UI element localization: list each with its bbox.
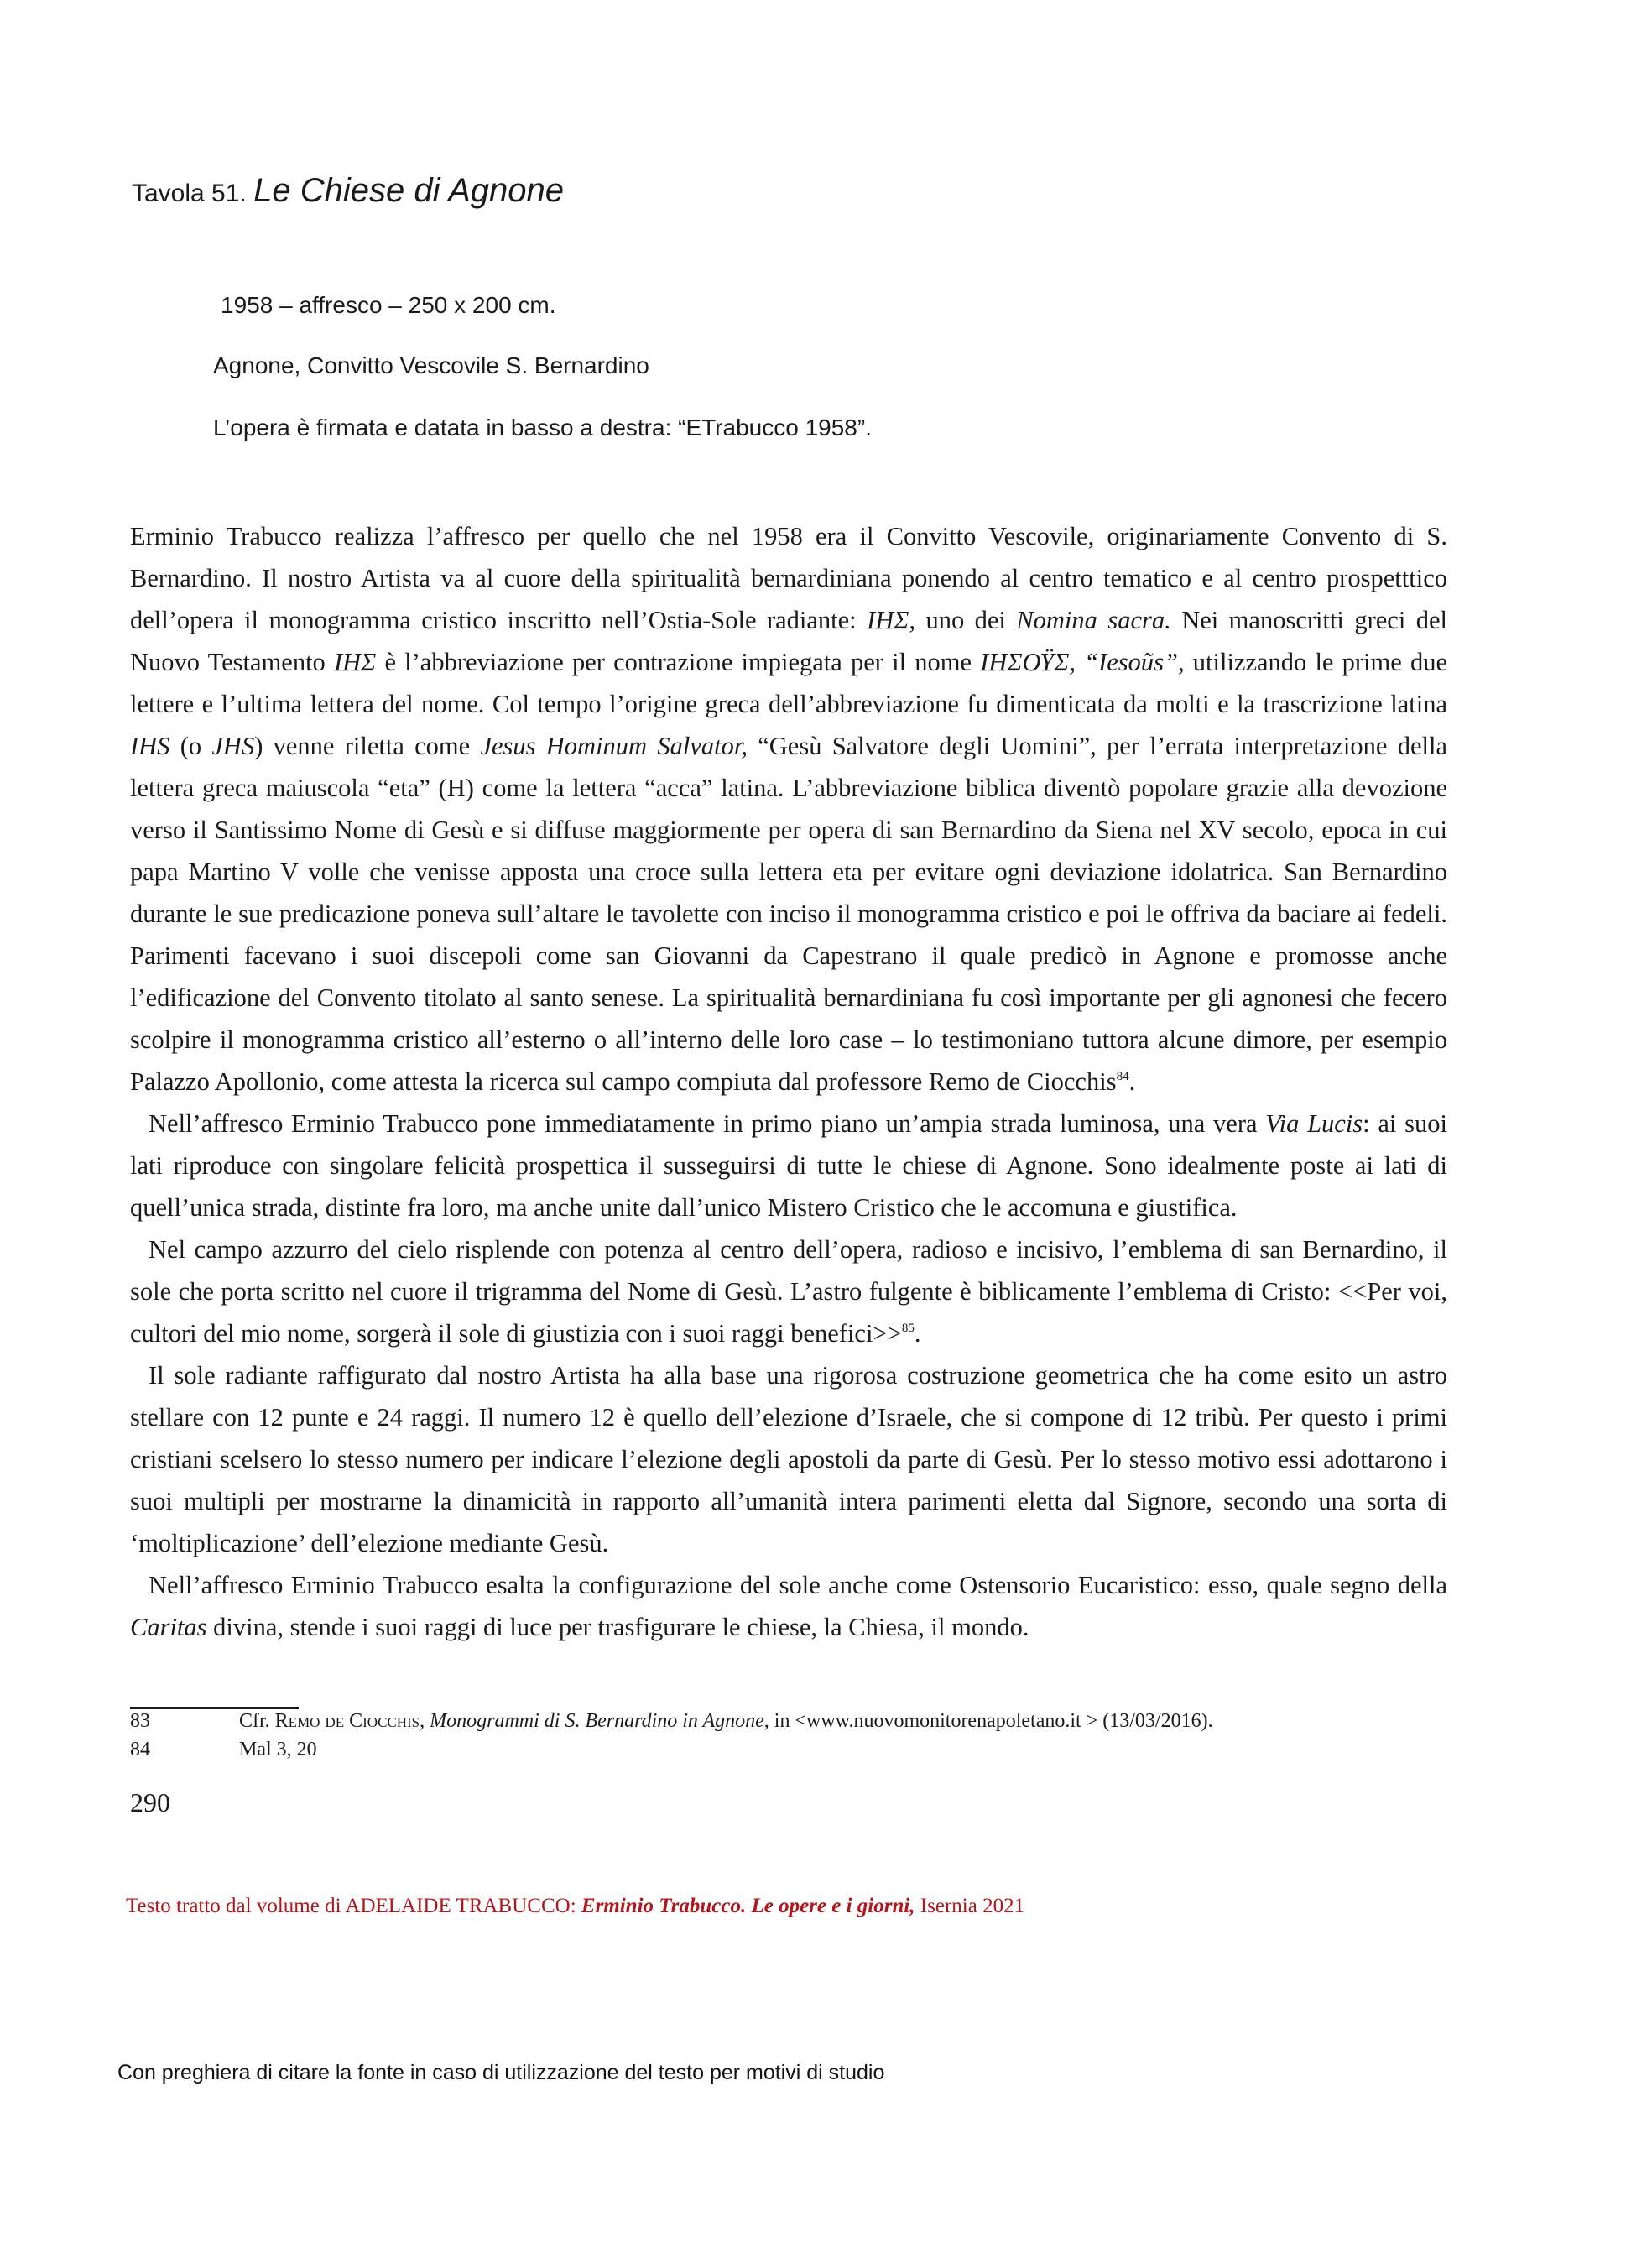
text: uno dei	[915, 606, 1017, 634]
text: “Gesù Salvatore degli Uomini”, per l’errata interpretazione della lettera greca maiuscola “eta” (H) come la lettera “acca” latina. L’abbreviazione biblica diventò popolare grazie alla devozione verso il Santissimo Nome di Gesù e si diffuse maggiormente per opera di san Bernardino da Siena nel XV secolo, epoca in cui papa Martino V volle che venisse apposta una croce sulla lettera eta per evitare ogni deviazione idolatrica. San Bernardino durante le sue predicazione poneva sull’altare le tavolette con inciso il monogramma cristico e poi le offriva da baciare ai fedeli. Parimenti facevano i suoi discepoli come san Giovanni da Capestrano il quale predicò in Agnone e promosse anche l’edificazione del Convento titolato al santo senese. La spiritualità bernardiniana fu così importante per gli agnonesi che fecero scolpire il monogramma cristico all’esterno o all’interno delle loro case – lo testimoniano tuttora alcune dimore, per esempio Palazzo Apollonio, come attesta la ricerca sul campo compiuta dal professore Remo de Ciocchis	[130, 732, 1447, 1096]
text: ) venne riletta come	[254, 732, 481, 760]
greek-term: ΙΗΣ	[333, 648, 377, 676]
text: Cfr.	[239, 1710, 275, 1732]
paragraph-1	[130, 515, 1447, 1103]
text: è l’abbreviazione per contrazione impiegata per il nome	[376, 648, 981, 676]
footnote-ref: 85	[901, 1322, 915, 1335]
artwork-title: Le Chiese di Agnone	[253, 172, 564, 209]
paragraph-5	[130, 1564, 1447, 1648]
latin-term: Via Lucis	[1265, 1109, 1363, 1138]
text: .	[914, 1319, 921, 1348]
text: Nell’affresco Erminio Trabucco pone immediatamente in primo piano un’ampia strada luminosa, una vera	[149, 1109, 1266, 1138]
text: (o	[169, 732, 212, 760]
footnote-84	[130, 1739, 317, 1761]
artwork-signature-note: L’opera è firmata e datata in basso a destra: “ETrabucco 1958”.	[213, 415, 872, 441]
text: Nell’affresco Erminio Trabucco esalta la configurazione del sole anche come Ostensorio Eucaristico: esso, quale segno della	[149, 1571, 1447, 1599]
latin-term: Caritas	[130, 1613, 207, 1641]
latin-term: Jesus Hominum Salvator,	[480, 732, 748, 760]
source-credit	[126, 1895, 1024, 1918]
latin-term: Nomina sacra.	[1016, 606, 1171, 634]
text: ,	[420, 1710, 430, 1732]
paragraph-4: Il sole radiante raffigurato dal nostro Artista ha alla base una rigorosa costruzione geometrica che ha come esito un astro stellare con 12 punte e 24 raggi. Il numero 12 è quello dell’elezione d’Israele, che si compone di 12 tribù. Per questo i primi cristiani scelsero lo stesso numero per indicare l’elezione degli apostoli da parte di Gesù. Per lo stesso motivo essi adottarono i suoi multipli per mostrarne la dinamicità in rapporto all’umanità intera parimenti eletta dal Signore, secondo una sorta di ‘moltiplicazione’ dell’elezione mediante Gesù.	[130, 1361, 1447, 1557]
text: Nei manoscritti greci del Nuovo Testamento	[130, 606, 1447, 676]
paragraph-2	[130, 1103, 1447, 1228]
page-number: 290	[130, 1787, 170, 1818]
greek-term: ΙΗΣ,	[867, 606, 916, 634]
text: Nel campo azzurro del cielo risplende con potenza al centro dell’opera, radioso e incisivo, l’emblema di san Bernardino, il sole che porta scritto nel cuore il trigramma del Nome di Gesù. L’astro fulgente è biblicamente l’emblema di Cristo: <<Per voi, cultori del mio nome, sorgerà il sole di giustizia con i suoi raggi benefici>>	[130, 1235, 1447, 1348]
plate-title	[132, 172, 564, 210]
paragraph-3	[130, 1228, 1447, 1354]
latin-term: IHS	[130, 732, 170, 760]
artwork-date-technique: 1958 – affresco – 250 x 200 cm.	[221, 292, 556, 318]
book-title: Erminio Trabucco. Le opere e i giorni,	[581, 1895, 915, 1917]
plate-number: Tavola 51.	[132, 180, 254, 207]
footnote-number: 84	[130, 1739, 150, 1760]
text: .	[1128, 1067, 1136, 1096]
text: Mal 3, 20	[239, 1739, 317, 1760]
text: Testo tratto dal volume di ADELAIDE TRABUCCO:	[126, 1895, 581, 1917]
text: in <www.nuovomonitorenapoletano.it > (13/03/2016).	[769, 1710, 1213, 1732]
citation-note: Con preghiera di citare la fonte in caso di utilizzazione del testo per motivi di studio	[117, 2061, 885, 2084]
body-text	[130, 515, 1447, 1648]
greek-term: ΙΗΣΟΫΣ, “Iesoũs”	[980, 648, 1178, 676]
footnote-ref: 84	[1116, 1070, 1129, 1083]
text: : ai suoi lati riproduce con singolare felicità prospettica il susseguirsi di tutte le chiese di Agnone. Sono idealmente poste ai lati di quell’unica strada, distinte fra loro, ma anche unite dall’unico Mistero Cristico che le accomuna e giustifica.	[130, 1109, 1447, 1222]
footnote-title: Monogrammi di S. Bernardino in Agnone,	[430, 1710, 769, 1732]
footnote-83	[130, 1710, 1213, 1733]
text: , utilizzando le prime due lettere e l’ultima lettera del nome. Col tempo l’origine greca dell’abbreviazione fu dimenticata da molti e la trascrizione latina	[130, 648, 1447, 718]
footnote-number: 83	[130, 1710, 150, 1732]
footnote-author: Remo de Ciocchis	[274, 1710, 420, 1732]
text: Erminio Trabucco realizza l’affresco per quello che nel 1958 era il Convitto Vescovile, originariamente Convento di S. Bernardino. Il nostro Artista va al cuore della spiritualità bernardiniana ponendo al centro tematico e al centro prospetttico dell’opera il monogramma cristico inscritto nell’Ostia-Sole radiante:	[130, 522, 1447, 634]
artwork-location: Agnone, Convitto Vescovile S. Bernardino	[213, 352, 649, 378]
text: divina, stende i suoi raggi di luce per trasfigurare le chiese, la Chiesa, il mondo.	[206, 1613, 1029, 1641]
text: Isernia 2021	[915, 1895, 1025, 1917]
latin-term: JHS	[211, 732, 255, 760]
footnote-separator	[130, 1707, 299, 1709]
